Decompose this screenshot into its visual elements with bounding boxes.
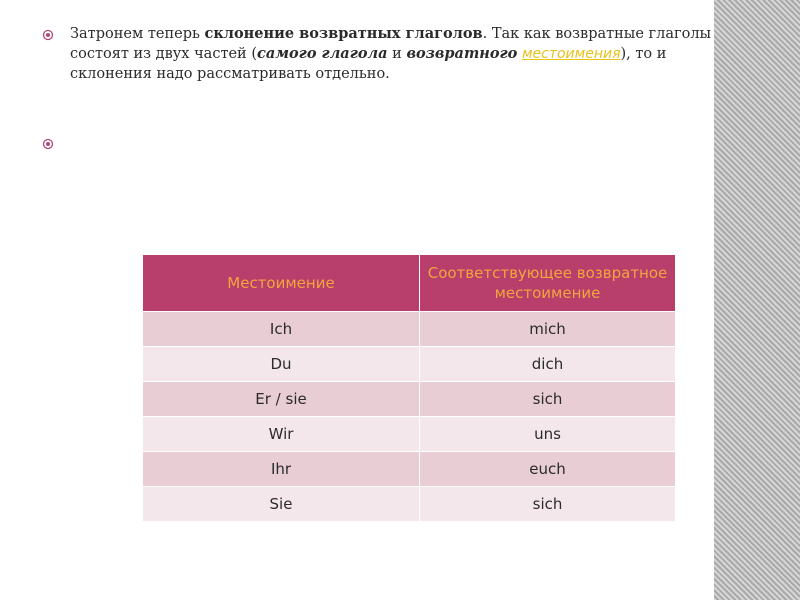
text-fragment: ), то и склонения надо рассматривать отдельно. bbox=[70, 46, 667, 82]
pronoun-cell: Sie bbox=[143, 487, 420, 522]
pronoun-cell: Ich bbox=[143, 312, 420, 347]
pronoun-cell: Ihr bbox=[143, 452, 420, 487]
text-fragment: Затронем теперь bbox=[70, 26, 205, 42]
pronoun-cell: Wir bbox=[143, 417, 420, 452]
table-row bbox=[143, 452, 675, 487]
table-header-row bbox=[143, 255, 675, 312]
table-row bbox=[143, 487, 675, 522]
reflexive-cell: mich bbox=[420, 312, 676, 347]
table-row bbox=[143, 382, 675, 417]
reflexive-cell: sich bbox=[420, 382, 676, 417]
paragraph-text bbox=[70, 24, 720, 84]
bold-term: склонение возвратных глаголов bbox=[204, 25, 483, 42]
bullet-circle-icon bbox=[42, 29, 56, 43]
column-header-reflexive: Соответствующее возвратное местоимение bbox=[420, 255, 676, 312]
reflexive-cell: dich bbox=[420, 347, 676, 382]
table-row bbox=[143, 312, 675, 347]
bullet-row-2 bbox=[42, 138, 56, 152]
bullet-row-1 bbox=[42, 29, 56, 43]
pronoun-cell: Du bbox=[143, 347, 420, 382]
bullet-circle-icon bbox=[42, 138, 56, 152]
decorative-side-stripe bbox=[714, 0, 800, 600]
reflexive-cell: sich bbox=[420, 487, 676, 522]
reflexive-pronoun-table bbox=[143, 255, 675, 521]
pronoun-link[interactable]: местоимения bbox=[521, 46, 621, 62]
table-row bbox=[143, 347, 675, 382]
reflexive-cell: uns bbox=[420, 417, 676, 452]
pronoun-cell: Er / sie bbox=[143, 382, 420, 417]
bold-italic-term: самого глагола bbox=[256, 45, 388, 62]
column-header-pronoun: Местоимение bbox=[143, 255, 420, 312]
table-row bbox=[143, 417, 675, 452]
reflexive-cell: euch bbox=[420, 452, 676, 487]
text-fragment: и bbox=[387, 46, 407, 62]
bold-italic-term: возвратного bbox=[406, 45, 518, 62]
text-fragment: . Так как возвратные глаголы состоят из двух частей ( bbox=[70, 26, 712, 62]
